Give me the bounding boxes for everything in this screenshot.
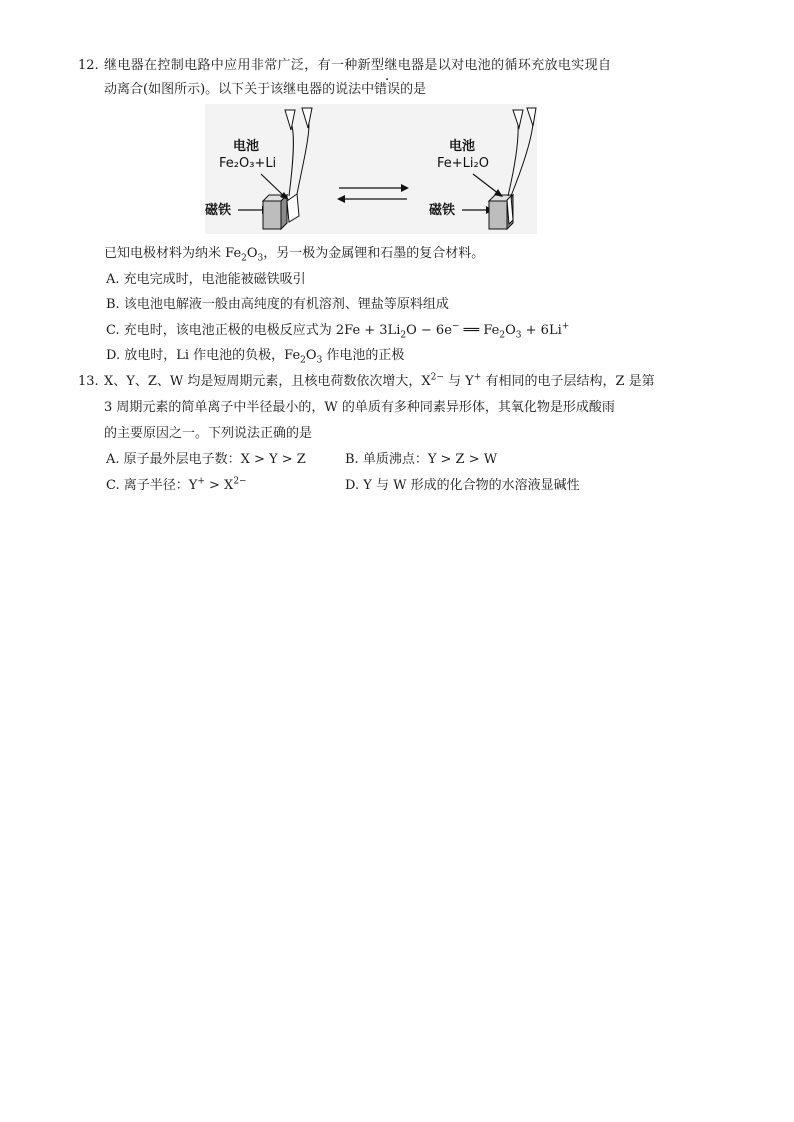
emphasis-wrong: 错误 xyxy=(374,82,401,97)
right-magnet-label: 磁铁 xyxy=(429,203,456,218)
question-13-option-b: B. 单质沸点：Y > Z > W xyxy=(345,452,498,467)
question-12-option-c: C. 充电时，该电池正极的电极反应式为 $2Fe + 3Li_2O - 6e^-$ ══ $Fe_2O_3 + 6Li^+$ xyxy=(106,321,570,341)
left-magnet-icon xyxy=(263,195,287,229)
question-12-number: 12. xyxy=(78,58,99,73)
question-13-option-d: D. Y 与 W 形成的化合物的水溶液显碱性 xyxy=(345,478,580,493)
question-13-stem-line-2: 3 周期元素的简单离子中半径最小的，W 的单质有多种同素异形体，其氧化物是形成酸雨 xyxy=(104,400,615,415)
question-12-option-b: B. 该电池电解液一般由高纯度的有机溶剂、锂盐等原料组成 xyxy=(106,297,449,312)
left-battery-plate xyxy=(287,194,299,222)
question-13-stem-line-3: 的主要原因之一。下列说法正确的是 xyxy=(104,426,313,441)
question-13-option-c: C. 离子半径：$Y^+ > X^{2-}$ xyxy=(106,476,247,493)
left-battery-formula: Fe₂O₃+Li xyxy=(219,156,277,171)
question-12-option-a: A. 充电完成时，电池能被磁铁吸引 xyxy=(106,272,306,287)
right-battery-label: 电池 xyxy=(449,139,476,154)
right-battery-formula: Fe+Li₂O xyxy=(437,156,489,171)
left-magnet-label: 磁铁 xyxy=(205,203,232,218)
left-battery-label: 电池 xyxy=(233,139,260,154)
relay-diagram xyxy=(205,104,537,234)
question-12-option-d: D. 放电时，Li 作电池的负极，$Fe_2O_3$ 作电池的正极 xyxy=(106,348,405,366)
question-13-option-a: A. 原子最外层电子数：X > Y > Z xyxy=(106,452,306,467)
question-13-stem-line-1: X、Y、Z、W 均是短周期元素，且核电荷数依次增大，$X^{2-}$ 与 Y+ 有相同的电子层结构，Z 是第 xyxy=(104,372,655,389)
question-13-number: 13. xyxy=(78,374,99,389)
question-12-stem-line-2: 动离合(如图所示)。以下关于该继电器的说法中错误的是 xyxy=(104,82,427,97)
question-12-stem-line-1: 继电器在控制电路中应用非常广泛，有一种新型继电器是以对电池的循环充放电实现自 xyxy=(104,58,612,73)
reversible-arrows-icon xyxy=(337,184,409,203)
question-12-known-conditions: 已知电极材料为纳米 $Fe_2O_3$，另一极为金属锂和石墨的复合材料。 xyxy=(104,246,485,264)
